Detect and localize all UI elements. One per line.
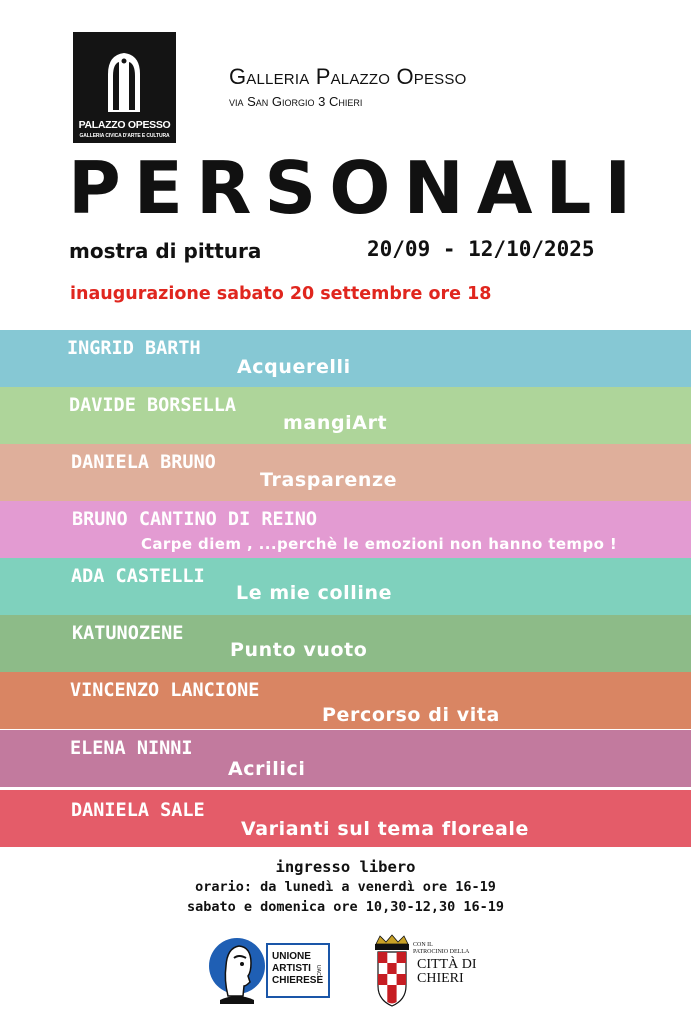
artist-name: INGRID BARTH (67, 338, 201, 359)
artwork-title: mangiArt (283, 412, 388, 434)
uac-line: ARTISTI (272, 963, 311, 974)
artwork-title: Le mie colline (236, 582, 393, 604)
citta-di-chieri-logo (372, 934, 482, 1010)
artist-name: ELENA NINNI (70, 738, 193, 759)
artist-name: ADA CASTELLI (71, 566, 205, 587)
chieri-name: CHIERI (417, 971, 464, 986)
main-title: PERSONALI (68, 146, 645, 230)
gothic-window-icon (106, 52, 142, 114)
artwork-title: Punto vuoto (230, 639, 368, 661)
chieri-caption: CON IL (413, 942, 433, 948)
weekend-hours: sabato e domenica ore 10,30-12,30 16-19 (187, 899, 504, 915)
uac-name-box (266, 943, 330, 998)
opening-announcement: inaugurazione sabato 20 settembre ore 18 (70, 284, 492, 304)
gallery-name: Galleria Palazzo Opesso (229, 64, 467, 89)
artist-band (0, 672, 691, 729)
exhibition-subtitle: mostra di pittura (69, 239, 262, 263)
artist-band (0, 330, 691, 387)
artwork-title: Percorso di vita (322, 704, 500, 726)
artist-band (0, 790, 691, 847)
gallery-address: via San Giorgio 3 Chieri (229, 94, 363, 109)
artwork-title: Varianti sul tema floreale (241, 818, 530, 840)
artist-band (0, 730, 691, 787)
artist-band (0, 387, 691, 444)
logo-subtitle: GALLERIA CIVICA D'ARTE E CULTURA (79, 133, 170, 139)
exhibition-dates: 20/09 - 12/10/2025 (367, 237, 595, 261)
uac-small-label: UAC (315, 965, 321, 976)
artist-band (0, 615, 691, 672)
artwork-title: Trasparenze (260, 469, 398, 491)
chieri-coat-of-arms-icon (372, 934, 412, 1010)
artist-name: DAVIDE BORSELLA (69, 395, 237, 416)
sculpture-head-icon (206, 936, 268, 1004)
artist-name: VINCENZO LANCIONE (70, 680, 260, 701)
artwork-title: Acquerelli (237, 356, 351, 378)
chieri-name: CITTÀ DI (417, 957, 477, 972)
uac-logo (206, 936, 331, 1004)
artist-band (0, 501, 691, 558)
artist-band (0, 558, 691, 615)
opening-hours: orario: da lunedì a venerdì ore 16-19 (195, 879, 496, 895)
entry-info: ingresso libero (275, 858, 416, 876)
artwork-title: Acrilici (228, 758, 306, 780)
artist-name: KATUNOZENE (72, 623, 184, 644)
artist-band (0, 444, 691, 501)
artwork-title: Carpe diem , ...perchè le emozioni non hanno tempo ! (141, 535, 618, 553)
uac-line: UNIONE (272, 951, 311, 962)
chieri-caption: PATROCINIO DELLA (413, 949, 470, 955)
artist-name: DANIELA BRUNO (71, 452, 216, 473)
palazzo-opesso-logo (73, 32, 176, 143)
artist-name: DANIELA SALE (71, 800, 205, 821)
artist-name: BRUNO CANTINO DI REINO (72, 509, 318, 530)
logo-name: PALAZZO OPESSO (78, 119, 171, 131)
uac-line: CHIERESE (272, 975, 324, 986)
